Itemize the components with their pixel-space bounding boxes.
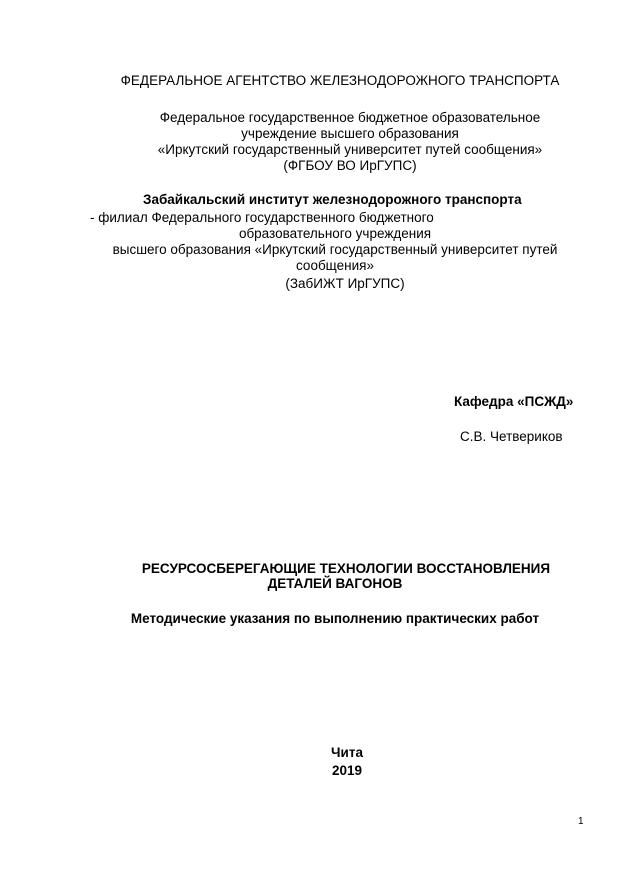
document-title-line-2: ДЕТАЛЕЙ ВАГОНОВ: [267, 576, 403, 591]
author-name: С.В. Четвериков: [460, 429, 563, 444]
document-subtitle: Методические указания по выполнению практических работ: [130, 611, 540, 626]
university-line-1: Федеральное государственное бюджетное образовательное: [159, 110, 541, 125]
page-number: 1: [578, 816, 584, 827]
document-title-line-1: РЕСУРСОСБЕРЕГАЮЩИЕ ТЕХНОЛОГИИ ВОССТАНОВЛЕНИЯ: [141, 561, 551, 576]
agency-header: ФЕДЕРАЛЬНОЕ АГЕНТСТВО ЖЕЛЕЗНОДОРОЖНОГО ТРАНСПОРТА: [120, 73, 560, 88]
year: 2019: [331, 763, 363, 778]
institute-line-1: - филиал Федерального государственного бюджетного: [90, 210, 434, 225]
institute-abbr: (ЗабИЖТ ИрГУПС): [285, 276, 405, 291]
university-line-2: учреждение высшего образования: [241, 126, 459, 141]
city: Чита: [331, 745, 363, 760]
institute-title: Забайкальский институт железнодорожного транспорта: [143, 192, 522, 207]
university-line-3: «Иркутский государственный университет путей сообщения»: [157, 142, 543, 157]
university-abbr: (ФГБОУ ВО ИрГУПС): [283, 158, 417, 173]
institute-line-4: сообщения»: [296, 258, 374, 273]
institute-line-2: образовательного учреждения: [238, 226, 432, 241]
institute-line-3: высшего образования «Иркутский государственный университет путей: [112, 242, 558, 257]
department-label: Кафедра «ПСЖД»: [454, 394, 574, 409]
